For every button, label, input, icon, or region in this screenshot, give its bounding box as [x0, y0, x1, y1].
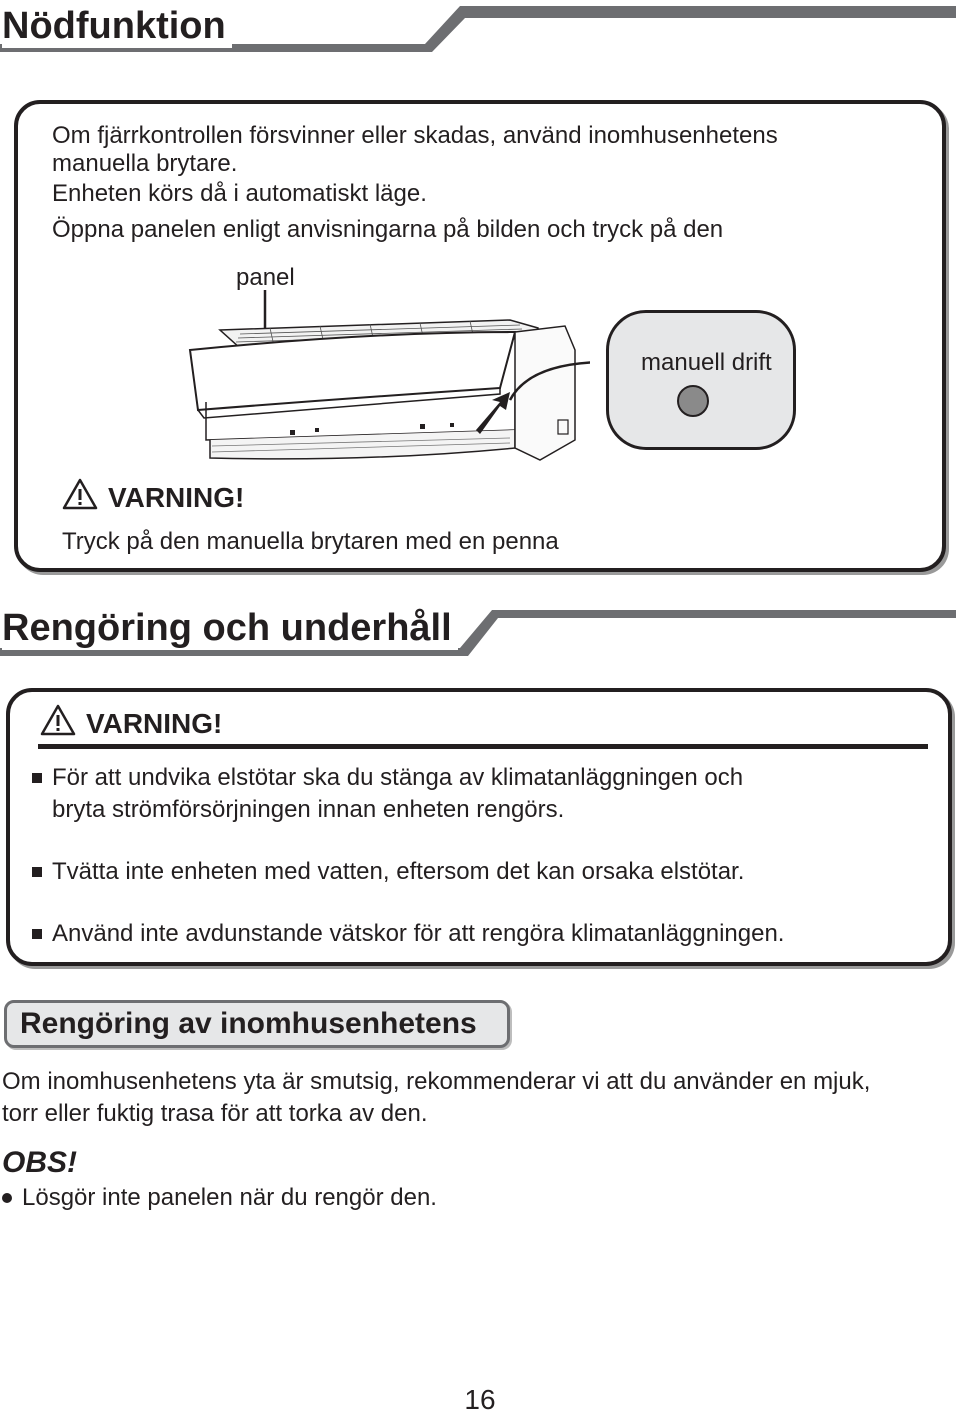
label-panel: panel [236, 264, 295, 291]
cleaning-paragraph: Om inomhusenhetens yta är smutsig, rekommenderar vi att du använder en mjuk, torr eller fuktig trasa för att torka av den. [2, 1068, 871, 1127]
warning-item-text: För att undvika elstötar ska du stänga av klimatanläggningen och bryta strömförsörjningen innan enheten rengörs. [52, 764, 744, 823]
square-bullet [32, 929, 42, 939]
warning-icon [40, 704, 76, 743]
manual-drive-callout [606, 310, 796, 450]
subsection-title: Rengöring av inomhusenhetens [20, 1007, 477, 1040]
note-title: OBS! [2, 1146, 77, 1179]
page-number: 16 [464, 1384, 496, 1415]
note-item [2, 1184, 437, 1212]
round-bullet [2, 1193, 12, 1203]
square-bullet [32, 867, 42, 877]
warning-item-2 [32, 856, 932, 888]
warning-item-1 [32, 762, 772, 826]
warning-title-1: VARNING! [108, 481, 245, 513]
emergency-paragraph-3: Öppna panelen enligt anvisningarna på bilden och tryck på den [52, 216, 724, 243]
warning-heading-1 [62, 478, 244, 517]
warning-item-text: Använd inte avdunstande vätskor för att rengöra klimatanläggningen. [52, 920, 785, 947]
warning-item-text: Tvätta inte enheten med vatten, eftersom det kan orsaka elstötar. [52, 858, 745, 885]
section-title-nodfunktion: Nödfunktion [2, 4, 232, 48]
square-bullet [32, 773, 42, 783]
emergency-paragraph-2: Enheten körs då i automatiskt läge. [52, 180, 427, 207]
ac-unit-drawing [170, 290, 590, 470]
warning-icon [62, 478, 98, 517]
emergency-paragraph-1: Om fjärrkontrollen försvinner eller skadas, använd inomhusenhetens manuella brytare. [52, 122, 778, 177]
warning-heading-2 [40, 704, 222, 743]
ac-unit-illustration [170, 290, 590, 470]
warning-text-1: Tryck på den manuella brytaren med en penna [62, 528, 559, 555]
section-title-rengoring-underhall: Rengöring och underhåll [2, 606, 458, 650]
label-manual-drive: manuell drift [641, 349, 772, 376]
warning-title-2: VARNING! [86, 707, 223, 739]
warning-underline [38, 744, 928, 749]
manual-button-icon [677, 385, 709, 417]
note-item-text: Lösgör inte panelen när du rengör den. [22, 1184, 437, 1211]
warning-item-3 [32, 918, 932, 950]
